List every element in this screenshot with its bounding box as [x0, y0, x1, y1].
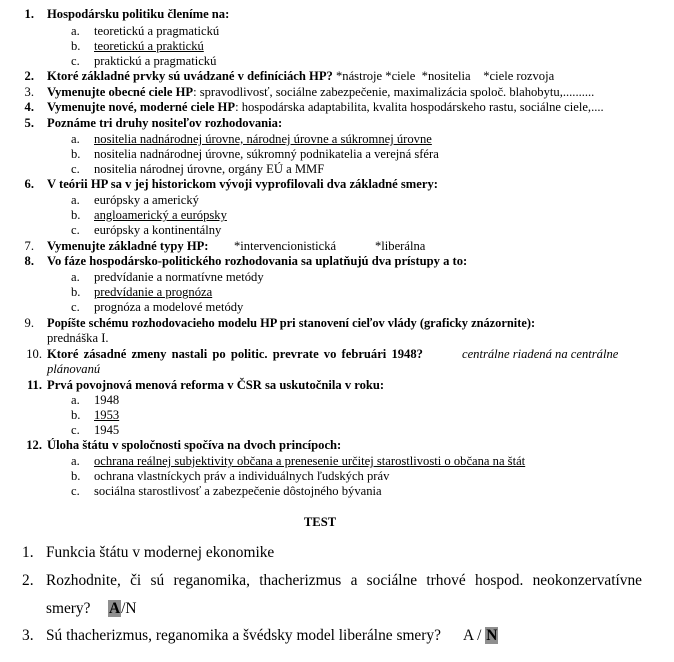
test-number: 3.	[22, 627, 34, 644]
option-text: praktickú a pragmatickú	[94, 54, 217, 68]
answer-text: *liberálna	[375, 239, 426, 253]
selected-answer-a: A	[109, 600, 121, 617]
option-letter: c.	[71, 300, 80, 314]
section-heading: TEST	[303, 515, 337, 529]
question-number: 1.	[24, 7, 34, 21]
question-line	[47, 100, 604, 115]
option-text: sociálna starostlivosť a zabezpečenie dôstojného bývania	[94, 484, 382, 498]
answer-text: centrálne riadená na centrálne	[462, 347, 619, 361]
test-question-continued: smery?	[46, 600, 91, 617]
option-letter: b.	[71, 408, 81, 422]
test-number: 1.	[22, 544, 34, 561]
answer-text: prednáška I.	[47, 331, 109, 345]
option-text: 1945	[94, 423, 120, 437]
option-letter: b.	[71, 208, 81, 222]
question-text: Úloha štátu v spoločnosti spočíva na dvoch princípoch:	[47, 438, 342, 452]
test-number: 2.	[22, 572, 34, 589]
option-text: európsky a kontinentálny	[94, 223, 222, 237]
option-text: 1948	[94, 393, 120, 407]
option-letter: c.	[71, 423, 80, 437]
question-number: 3.	[24, 85, 34, 99]
option-text: predvídanie a normatívne metódy	[94, 270, 264, 284]
option-letter: b.	[71, 285, 81, 299]
question-number: 8.	[24, 254, 34, 268]
option-letter: b.	[71, 39, 81, 53]
question-number: 11.	[26, 378, 42, 392]
question-number: 6.	[24, 177, 34, 191]
option-text: prognóza a modelové metódy	[94, 300, 244, 314]
answer-option-a: A /	[463, 627, 482, 644]
option-letter: a.	[71, 454, 80, 468]
option-letter: c.	[71, 223, 80, 237]
answer-choice-line	[108, 600, 137, 618]
question-text: Ktoré zásadné zmeny nastali po politic. prevrate vo februári 1948?	[47, 347, 423, 361]
question-number: 9.	[24, 316, 34, 330]
question-number: 10.	[26, 347, 42, 361]
question-line	[47, 85, 594, 100]
option-text: teoretickú a pragmatickú	[94, 24, 220, 38]
option-text-correct: angloamerický a európsky	[94, 208, 227, 222]
option-letter: b.	[71, 469, 81, 483]
option-text: nositelia národnej úrovne, orgány EÚ a MMF	[94, 162, 325, 176]
question-line	[47, 69, 554, 84]
option-text: európsky a americký	[94, 193, 199, 207]
question-text: Vymenujte nové, moderné ciele HP	[47, 100, 236, 114]
option-letter: c.	[71, 162, 80, 176]
option-text: ochrana vlastníckych práv a individuálnych ľudských práv	[94, 469, 390, 483]
question-text: Vo fáze hospodársko-politického rozhodovania sa uplatňujú dva prístupy a to:	[47, 254, 468, 268]
answer-text: : spravodlivosť, sociálne zabezpečenie, maximalizácia spoloč. blahobytu,..........	[193, 85, 595, 99]
option-letter: a.	[71, 270, 80, 284]
answer-separator: /N	[121, 600, 137, 617]
question-text: Hospodársku politiku členíme na:	[47, 7, 230, 21]
option-text-correct: nositelia nadnárodnej úrovne, národnej úrovne a súkromnej úrovne	[94, 132, 432, 146]
question-text: V teórii HP sa v jej historickom vývoji vyprofilovali dva základné smery:	[47, 177, 438, 191]
selected-answer-n: N	[486, 627, 498, 644]
option-letter: b.	[71, 147, 81, 161]
option-letter: a.	[71, 24, 80, 38]
answer-text: *nástroje *ciele *nositelia *ciele rozvoja	[335, 69, 555, 83]
question-number: 2.	[24, 69, 34, 83]
answer-text: : hospodárska adaptabilita, kvalita hospodárskeho rastu, sociálne ciele,....	[235, 100, 604, 114]
answer-text: plánovanú	[47, 362, 101, 376]
question-number: 12.	[26, 438, 42, 452]
question-number: 5.	[24, 116, 34, 130]
test-question: Rozhodnite, či sú reganomika, thacherizmus a sociálne trhové hospod. neokonzervatívne	[46, 572, 642, 589]
option-letter: a.	[71, 393, 80, 407]
option-text-correct: predvídanie a prognóza	[94, 285, 213, 299]
answer-text: *intervencionistická	[234, 239, 337, 253]
option-letter: c.	[71, 484, 80, 498]
question-text: Vymenujte základné typy HP:	[47, 239, 209, 253]
answer-choice-line	[463, 627, 498, 645]
question-text: Vymenujte obecné ciele HP	[47, 85, 194, 99]
question-text: Ktoré základné prvky sú uvádzané v definíciách HP?	[47, 69, 333, 83]
option-text: nositelia nadnárodnej úrovne, súkromný podnikatelia a verejná sféra	[94, 147, 439, 161]
option-letter: a.	[71, 132, 80, 146]
question-number: 4.	[24, 100, 34, 114]
question-text: Poznáme tri druhy nositeľov rozhodovania:	[47, 116, 283, 130]
option-text-correct: teoretickú a praktickú	[94, 39, 204, 53]
option-letter: a.	[71, 193, 80, 207]
option-text-correct: 1953	[94, 408, 120, 422]
question-number: 7.	[24, 239, 34, 253]
question-text: Popíšte schému rozhodovacieho modelu HP pri stanovení cieľov vlády (graficky znázornite):	[47, 316, 536, 330]
test-question: Funkcia štátu v modernej ekonomike	[46, 544, 275, 561]
option-text-correct: ochrana reálnej subjektivity občana a prenesenie určitej starostlivosti o občana na štát	[94, 454, 526, 468]
test-question: Sú thacherizmus, reganomika a švédsky model liberálne smery?	[46, 627, 441, 644]
question-text: Prvá povojnová menová reforma v ČSR sa uskutočnila v roku:	[47, 378, 385, 392]
option-letter: c.	[71, 54, 80, 68]
